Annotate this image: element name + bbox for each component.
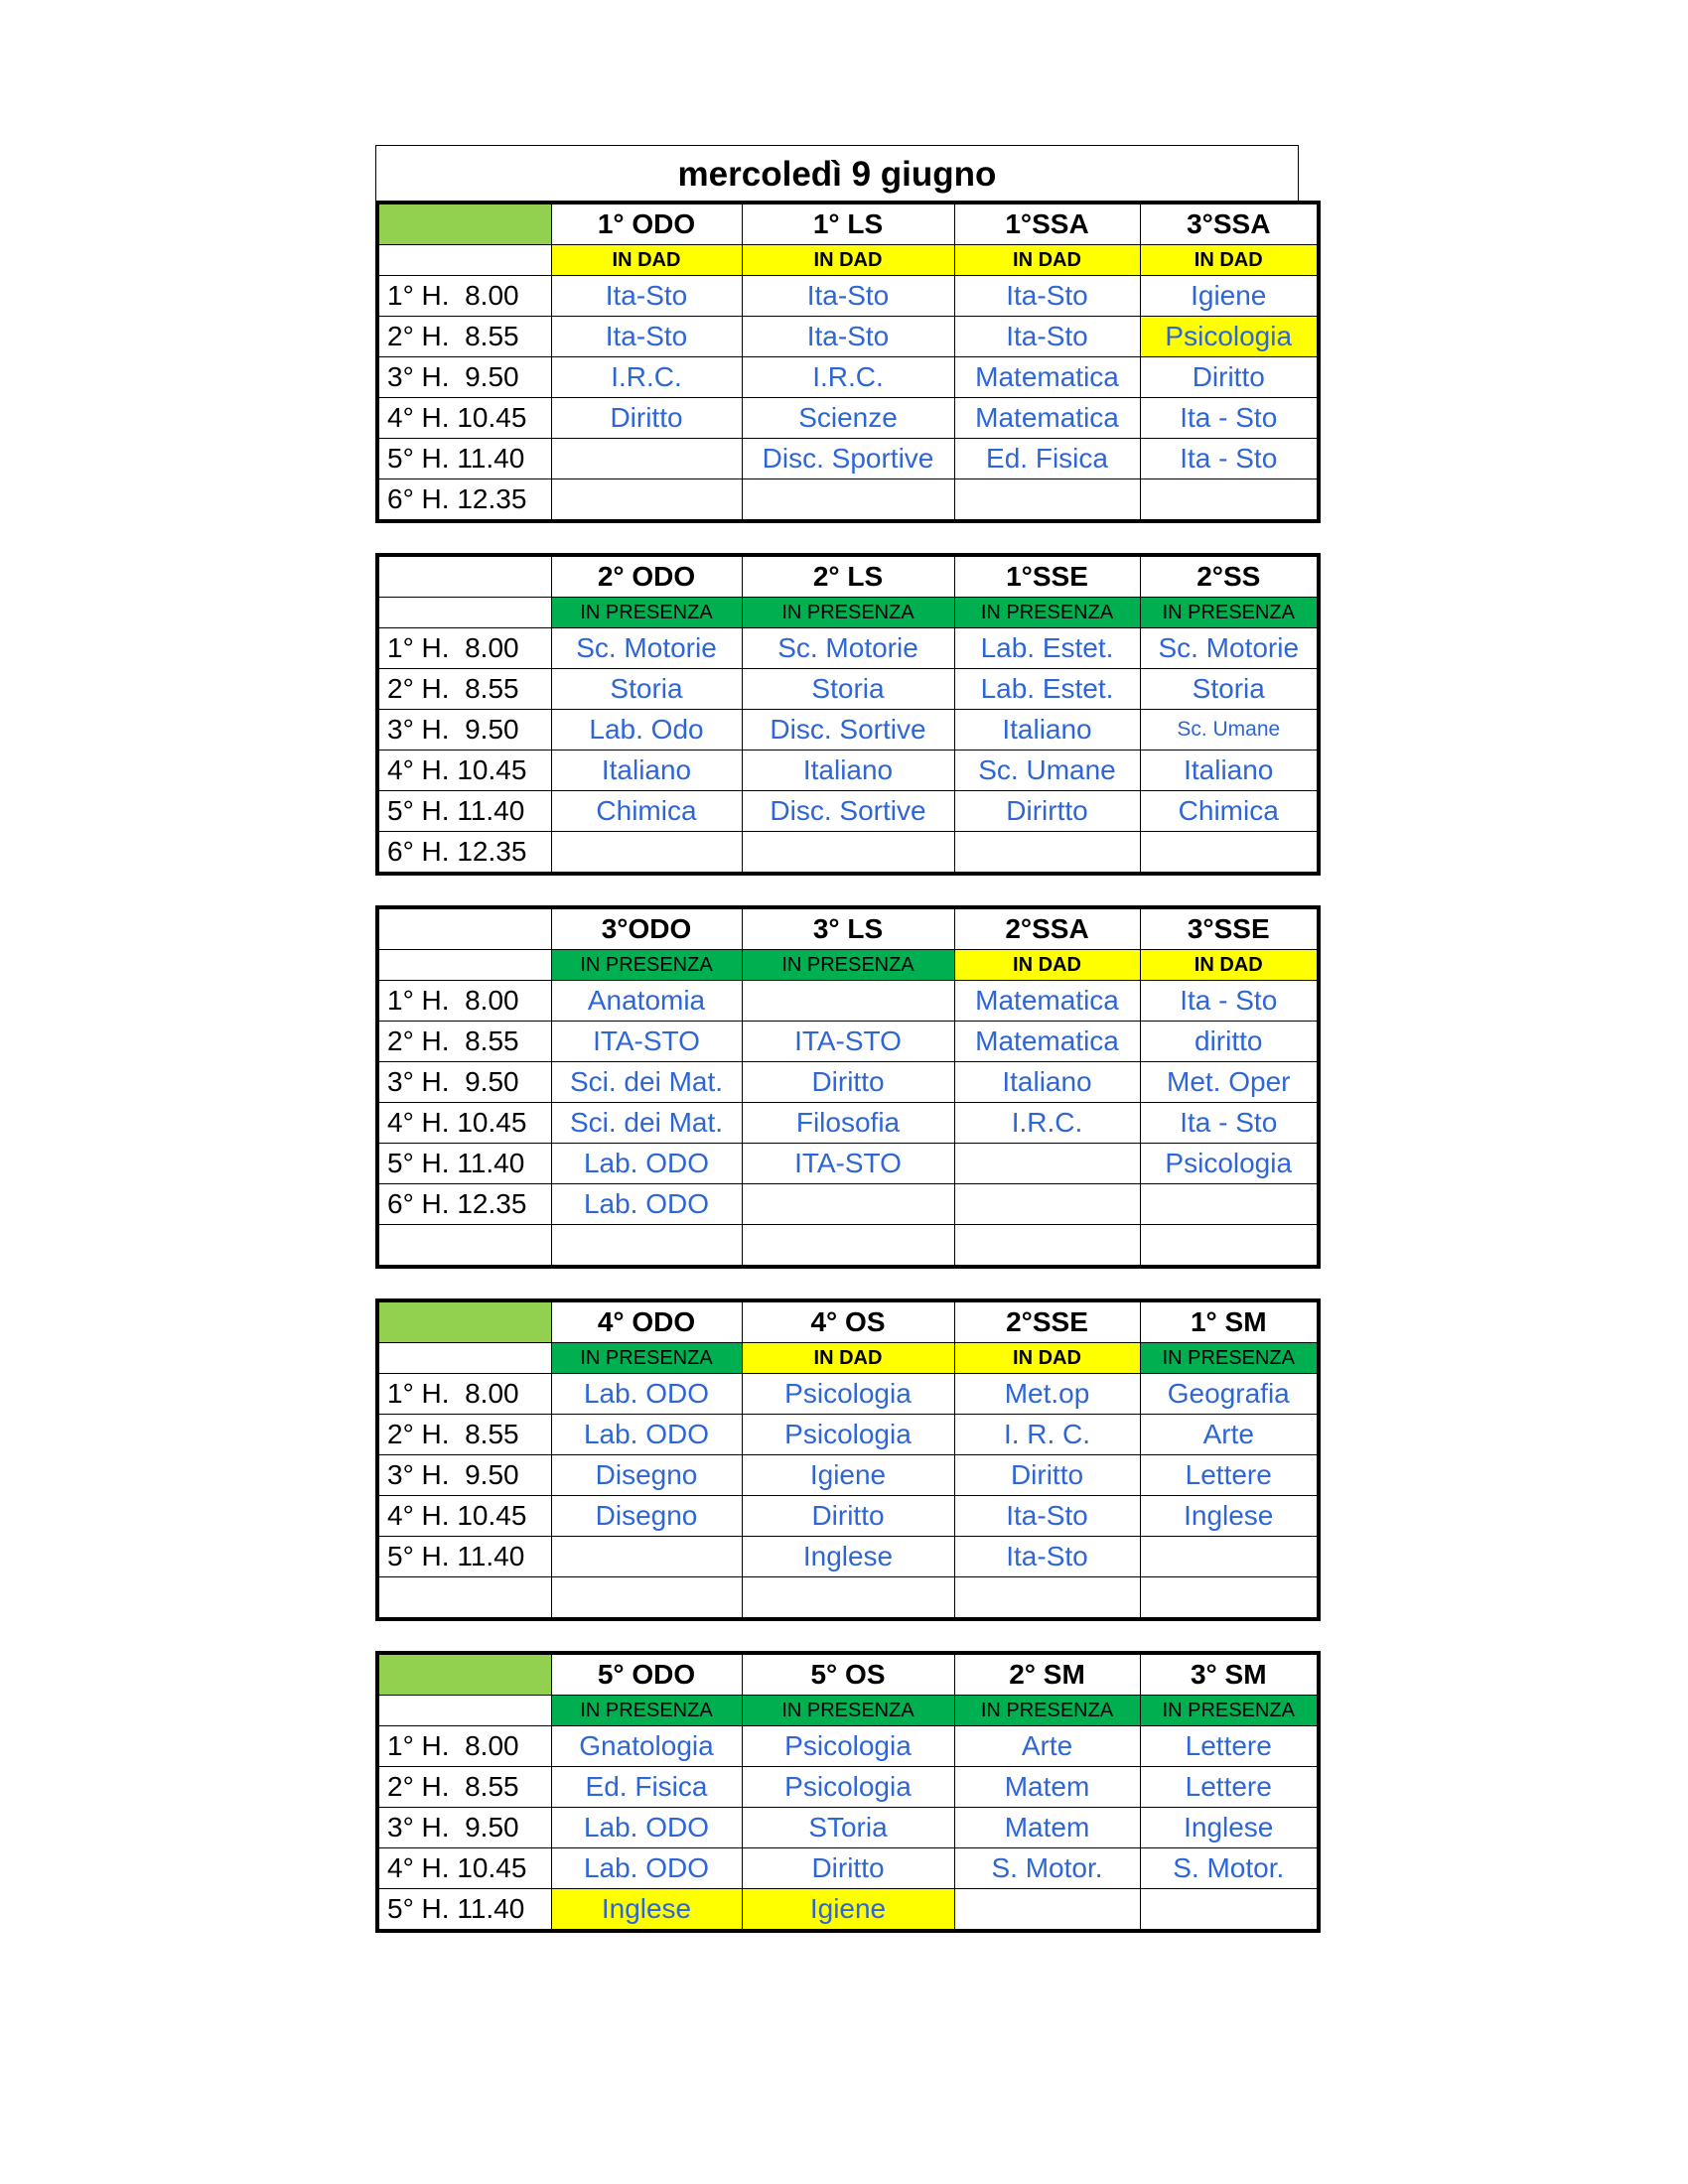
subject-cell: Inglese (742, 1537, 954, 1577)
subject-cell (1140, 1184, 1319, 1225)
subject-cell (1140, 1889, 1319, 1932)
subject-cell: ITA-STO (742, 1144, 954, 1184)
hour-row (377, 1455, 1319, 1496)
hour-label: 2° H. 8.55 (377, 1022, 551, 1062)
subject-cell: Dirirtto (954, 791, 1140, 832)
class-name: 2°SSA (954, 907, 1140, 950)
status-badge-dad: IN DAD (742, 1343, 954, 1374)
subject-cell: Lettere (1140, 1767, 1319, 1808)
status-badge-dad: IN DAD (954, 950, 1140, 981)
hour-row (377, 832, 1319, 875)
subject-cell: Igiene (742, 1455, 954, 1496)
subject-cell: Diritto (742, 1848, 954, 1889)
subject-cell: Chimica (551, 791, 742, 832)
subject-cell: Diritto (742, 1496, 954, 1537)
subject-cell (551, 1225, 742, 1268)
subject-cell: Storia (742, 669, 954, 710)
subject-cell: Lab. ODO (551, 1374, 742, 1415)
subject-cell: Sc. Umane (954, 751, 1140, 791)
subject-cell: I. R. C. (954, 1415, 1140, 1455)
status-corner-cell (377, 245, 551, 276)
status-row (377, 598, 1319, 628)
subject-cell: Arte (954, 1726, 1140, 1767)
subject-cell: Sc. Motorie (1140, 628, 1319, 669)
subject-cell (1140, 832, 1319, 875)
hour-label: 4° H. 10.45 (377, 1496, 551, 1537)
subject-cell (551, 439, 742, 479)
hour-label: 1° H. 8.00 (377, 1726, 551, 1767)
hour-label: 6° H. 12.35 (377, 832, 551, 875)
status-row (377, 950, 1319, 981)
subject-cell: Inglese (551, 1889, 742, 1932)
subject-cell: Psicologia (742, 1726, 954, 1767)
class-header-row (377, 1300, 1319, 1343)
subject-cell: Sc. Motorie (742, 628, 954, 669)
subject-cell: Chimica (1140, 791, 1319, 832)
subject-cell: Arte (1140, 1415, 1319, 1455)
hour-label: 4° H. 10.45 (377, 398, 551, 439)
subject-cell: Disc. Sportive (742, 439, 954, 479)
subject-cell: Ita-Sto (954, 317, 1140, 357)
hour-label: 6° H. 12.35 (377, 1184, 551, 1225)
subject-cell (954, 1144, 1140, 1184)
subject-cell: Met. Oper (1140, 1062, 1319, 1103)
subject-cell: Ita-Sto (954, 1537, 1140, 1577)
hour-row (377, 1496, 1319, 1537)
hour-label: 5° H. 11.40 (377, 1144, 551, 1184)
timetable-block (375, 905, 1321, 1269)
subject-cell: Matematica (954, 398, 1140, 439)
subject-cell: I.R.C. (551, 357, 742, 398)
status-badge-dad: IN DAD (954, 1343, 1140, 1374)
hour-row (377, 317, 1319, 357)
hour-row (377, 479, 1319, 522)
subject-cell: Ita - Sto (1140, 398, 1319, 439)
timetable-block (375, 1298, 1321, 1621)
subject-cell (1140, 1577, 1319, 1620)
hour-row (377, 669, 1319, 710)
subject-cell: Diritto (954, 1455, 1140, 1496)
class-name: 1°SSE (954, 555, 1140, 598)
class-header-row (377, 1653, 1319, 1696)
subject-cell (742, 1225, 954, 1268)
subject-cell: Anatomia (551, 981, 742, 1022)
hour-label (377, 1225, 551, 1268)
subject-cell: Disc. Sortive (742, 791, 954, 832)
status-corner-cell (377, 1696, 551, 1726)
subject-cell: Diritto (742, 1062, 954, 1103)
timetable-block (375, 1651, 1321, 1933)
subject-cell: Lab. ODO (551, 1848, 742, 1889)
subject-cell: Psicologia (1140, 317, 1319, 357)
subject-cell: Lettere (1140, 1726, 1319, 1767)
subject-cell (742, 981, 954, 1022)
status-row (377, 245, 1319, 276)
subject-cell: Igiene (1140, 276, 1319, 317)
subject-cell: Lab. Odo (551, 710, 742, 751)
subject-cell: Ita - Sto (1140, 981, 1319, 1022)
hour-label: 3° H. 9.50 (377, 710, 551, 751)
subject-cell: Lab. ODO (551, 1808, 742, 1848)
hour-label: 2° H. 8.55 (377, 1767, 551, 1808)
subject-cell: S. Motor. (954, 1848, 1140, 1889)
status-badge-presenza: IN PRESENZA (1140, 598, 1319, 628)
status-badge-presenza: IN PRESENZA (551, 1696, 742, 1726)
subject-cell: Storia (1140, 669, 1319, 710)
subject-cell: Scienze (742, 398, 954, 439)
subject-cell: Lettere (1140, 1455, 1319, 1496)
timetable-sheet (375, 145, 1299, 1963)
subject-cell (954, 479, 1140, 522)
hour-label: 1° H. 8.00 (377, 628, 551, 669)
subject-cell (954, 1184, 1140, 1225)
subject-cell (1140, 479, 1319, 522)
status-badge-presenza: IN PRESENZA (954, 1696, 1140, 1726)
status-badge-presenza: IN PRESENZA (1140, 1343, 1319, 1374)
status-badge-presenza: IN PRESENZA (551, 598, 742, 628)
page-title: mercoledì 9 giugno (375, 145, 1299, 201)
hour-row (377, 1374, 1319, 1415)
status-badge-presenza: IN PRESENZA (954, 598, 1140, 628)
hour-label: 1° H. 8.00 (377, 981, 551, 1022)
hour-row (377, 1848, 1319, 1889)
hour-row (377, 1225, 1319, 1268)
status-badge-dad: IN DAD (551, 245, 742, 276)
subject-cell: Lab. ODO (551, 1184, 742, 1225)
subject-cell: Gnatologia (551, 1726, 742, 1767)
class-name: 1° LS (742, 203, 954, 245)
status-badge-dad: IN DAD (742, 245, 954, 276)
subject-cell: Matem (954, 1808, 1140, 1848)
subject-cell: ITA-STO (551, 1022, 742, 1062)
subject-cell: I.R.C. (954, 1103, 1140, 1144)
hour-row (377, 1184, 1319, 1225)
hour-label: 2° H. 8.55 (377, 669, 551, 710)
subject-cell (954, 832, 1140, 875)
hour-row (377, 1577, 1319, 1620)
hour-label: 3° H. 9.50 (377, 1455, 551, 1496)
class-name: 3° SM (1140, 1653, 1319, 1696)
subject-cell: Met.op (954, 1374, 1140, 1415)
corner-cell (377, 907, 551, 950)
status-badge-presenza: IN PRESENZA (1140, 1696, 1319, 1726)
subject-cell: diritto (1140, 1022, 1319, 1062)
hour-row (377, 751, 1319, 791)
timetable-block (375, 201, 1321, 523)
class-name: 5° OS (742, 1653, 954, 1696)
subject-cell: Storia (551, 669, 742, 710)
corner-cell (377, 203, 551, 245)
subject-cell: Lab. Estet. (954, 628, 1140, 669)
subject-cell: Psicologia (742, 1415, 954, 1455)
hour-label: 3° H. 9.50 (377, 357, 551, 398)
hour-row (377, 1767, 1319, 1808)
subject-cell: Geografia (1140, 1374, 1319, 1415)
timetable-blocks (375, 201, 1299, 1933)
subject-cell: Ed. Fisica (954, 439, 1140, 479)
hour-row (377, 1889, 1319, 1932)
subject-cell: Sci. dei Mat. (551, 1103, 742, 1144)
subject-cell: Inglese (1140, 1808, 1319, 1848)
subject-cell: Diritto (1140, 357, 1319, 398)
hour-row (377, 357, 1319, 398)
subject-cell (954, 1577, 1140, 1620)
subject-cell: Matem (954, 1767, 1140, 1808)
subject-cell: Ita - Sto (1140, 439, 1319, 479)
subject-cell (954, 1889, 1140, 1932)
subject-cell (1140, 1537, 1319, 1577)
subject-cell (742, 1577, 954, 1620)
subject-cell: Filosofia (742, 1103, 954, 1144)
hour-label: 2° H. 8.55 (377, 1415, 551, 1455)
status-corner-cell (377, 950, 551, 981)
class-header-row (377, 555, 1319, 598)
status-row (377, 1343, 1319, 1374)
class-name: 2°SSE (954, 1300, 1140, 1343)
subject-cell: I.R.C. (742, 357, 954, 398)
hour-row (377, 710, 1319, 751)
subject-cell: Disegno (551, 1496, 742, 1537)
subject-cell (954, 1225, 1140, 1268)
class-name: 2° SM (954, 1653, 1140, 1696)
timetable-block (375, 553, 1321, 876)
hour-label: 5° H. 11.40 (377, 1537, 551, 1577)
subject-cell: Diritto (551, 398, 742, 439)
subject-cell: Psicologia (1140, 1144, 1319, 1184)
subject-cell: Sc. Motorie (551, 628, 742, 669)
class-name: 2°SS (1140, 555, 1319, 598)
class-header-row (377, 203, 1319, 245)
class-name: 2° LS (742, 555, 954, 598)
subject-cell: Ita-Sto (551, 317, 742, 357)
hour-row (377, 1415, 1319, 1455)
status-badge-presenza: IN PRESENZA (742, 598, 954, 628)
hour-label: 5° H. 11.40 (377, 1889, 551, 1932)
hour-label: 5° H. 11.40 (377, 439, 551, 479)
subject-cell: Psicologia (742, 1374, 954, 1415)
status-corner-cell (377, 598, 551, 628)
class-name: 2° ODO (551, 555, 742, 598)
status-corner-cell (377, 1343, 551, 1374)
hour-row (377, 1537, 1319, 1577)
hour-label: 3° H. 9.50 (377, 1808, 551, 1848)
hour-row (377, 1726, 1319, 1767)
subject-cell: Ita-Sto (551, 276, 742, 317)
hour-row (377, 1808, 1319, 1848)
subject-cell (551, 832, 742, 875)
subject-cell (1140, 1225, 1319, 1268)
hour-row (377, 439, 1319, 479)
hour-row (377, 1103, 1319, 1144)
subject-cell: Italiano (954, 1062, 1140, 1103)
status-badge-presenza: IN PRESENZA (551, 1343, 742, 1374)
hour-row (377, 628, 1319, 669)
class-name: 1°SSA (954, 203, 1140, 245)
hour-label: 4° H. 10.45 (377, 1848, 551, 1889)
hour-row (377, 276, 1319, 317)
subject-cell (551, 479, 742, 522)
subject-cell: Lab. Estet. (954, 669, 1140, 710)
subject-cell (742, 1184, 954, 1225)
subject-cell: Matematica (954, 357, 1140, 398)
corner-cell (377, 555, 551, 598)
corner-cell (377, 1653, 551, 1696)
hour-row (377, 981, 1319, 1022)
status-badge-presenza: IN PRESENZA (551, 950, 742, 981)
status-row (377, 1696, 1319, 1726)
subject-cell: Ita-Sto (742, 276, 954, 317)
subject-cell: Psicologia (742, 1767, 954, 1808)
subject-cell: Ita-Sto (954, 1496, 1140, 1537)
subject-cell: Italiano (954, 710, 1140, 751)
subject-cell: S. Motor. (1140, 1848, 1319, 1889)
class-name: 3°SSE (1140, 907, 1319, 950)
subject-cell (742, 832, 954, 875)
hour-label (377, 1577, 551, 1620)
corner-cell (377, 1300, 551, 1343)
status-badge-presenza: IN PRESENZA (742, 950, 954, 981)
status-badge-presenza: IN PRESENZA (742, 1696, 954, 1726)
subject-cell: Ed. Fisica (551, 1767, 742, 1808)
hour-label: 3° H. 9.50 (377, 1062, 551, 1103)
class-name: 4° OS (742, 1300, 954, 1343)
class-name: 3°ODO (551, 907, 742, 950)
subject-cell: Igiene (742, 1889, 954, 1932)
subject-cell: Italiano (551, 751, 742, 791)
hour-label: 6° H. 12.35 (377, 479, 551, 522)
hour-row (377, 398, 1319, 439)
subject-cell (551, 1577, 742, 1620)
subject-cell: ITA-STO (742, 1022, 954, 1062)
status-badge-dad: IN DAD (1140, 950, 1319, 981)
class-name: 3° LS (742, 907, 954, 950)
subject-cell: Disc. Sortive (742, 710, 954, 751)
subject-cell: Matematica (954, 1022, 1140, 1062)
class-name: 1° ODO (551, 203, 742, 245)
hour-label: 5° H. 11.40 (377, 791, 551, 832)
subject-cell: SToria (742, 1808, 954, 1848)
subject-cell: Ita-Sto (954, 276, 1140, 317)
hour-label: 1° H. 8.00 (377, 1374, 551, 1415)
subject-cell: Italiano (1140, 751, 1319, 791)
status-badge-dad: IN DAD (1140, 245, 1319, 276)
hour-label: 4° H. 10.45 (377, 1103, 551, 1144)
hour-row (377, 1022, 1319, 1062)
class-name: 1° SM (1140, 1300, 1319, 1343)
subject-cell: Ita - Sto (1140, 1103, 1319, 1144)
subject-cell (551, 1537, 742, 1577)
class-header-row (377, 907, 1319, 950)
subject-cell: Ita-Sto (742, 317, 954, 357)
subject-cell: Sci. dei Mat. (551, 1062, 742, 1103)
class-name: 3°SSA (1140, 203, 1319, 245)
hour-row (377, 1062, 1319, 1103)
status-badge-dad: IN DAD (954, 245, 1140, 276)
subject-cell (742, 479, 954, 522)
subject-cell: Lab. ODO (551, 1415, 742, 1455)
hour-label: 2° H. 8.55 (377, 317, 551, 357)
hour-row (377, 791, 1319, 832)
subject-cell: Lab. ODO (551, 1144, 742, 1184)
class-name: 5° ODO (551, 1653, 742, 1696)
subject-cell: Matematica (954, 981, 1140, 1022)
subject-cell: Disegno (551, 1455, 742, 1496)
hour-label: 1° H. 8.00 (377, 276, 551, 317)
hour-row (377, 1144, 1319, 1184)
subject-cell: Inglese (1140, 1496, 1319, 1537)
subject-cell: Italiano (742, 751, 954, 791)
subject-cell: Sc. Umane (1140, 710, 1319, 751)
hour-label: 4° H. 10.45 (377, 751, 551, 791)
class-name: 4° ODO (551, 1300, 742, 1343)
